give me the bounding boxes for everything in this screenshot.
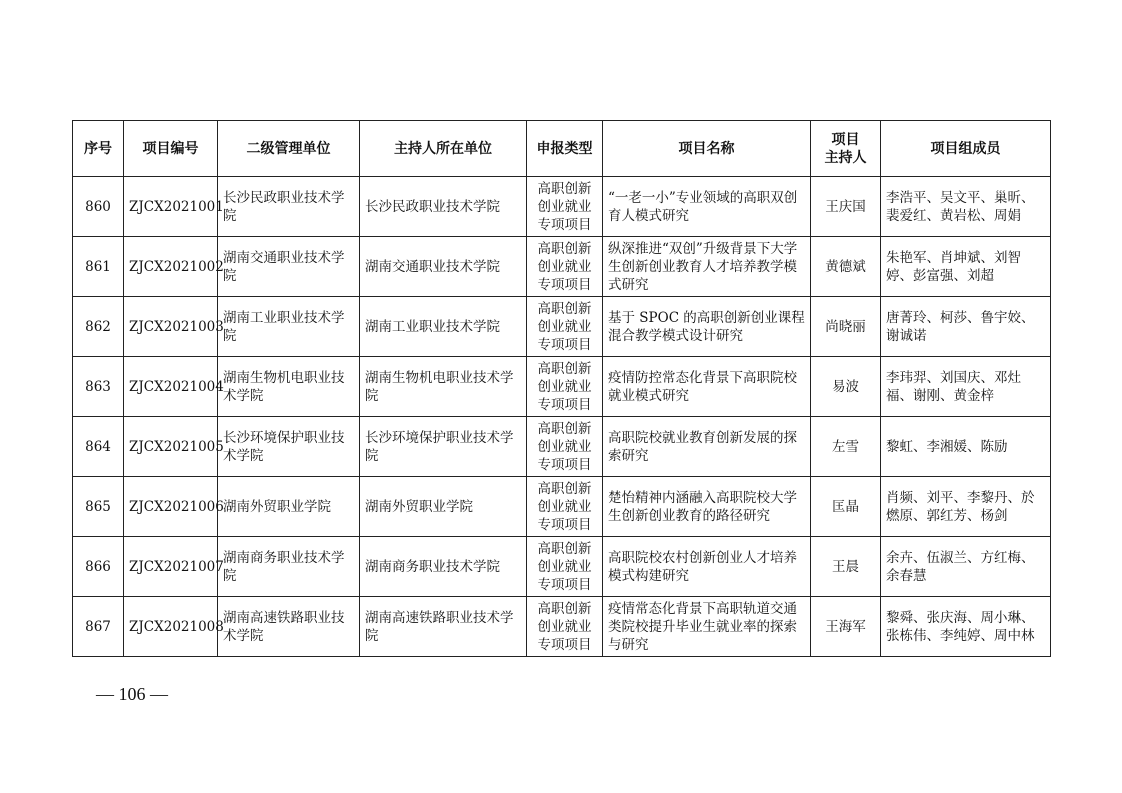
cell-team-members: 肖频、刘平、李黎丹、於燃原、郭红芳、杨剑 xyxy=(881,477,1051,537)
cell-management-unit: 湖南外贸职业学院 xyxy=(218,477,360,537)
cell-project-leader: 左雪 xyxy=(811,417,881,477)
cell-index: 860 xyxy=(73,177,124,237)
col-header-project-code: 项目编号 xyxy=(124,121,218,177)
project-table xyxy=(72,120,1051,657)
table-row xyxy=(73,297,1051,357)
cell-team-members: 余卉、伍淑兰、方红梅、余春慧 xyxy=(881,537,1051,597)
cell-host-unit: 湖南工业职业技术学院 xyxy=(360,297,527,357)
cell-application-type: 高职创新创业就业专项项目 xyxy=(527,597,603,657)
cell-project-name: 高职院校就业教育创新发展的探索研究 xyxy=(603,417,811,477)
cell-team-members: 黎虹、李湘媛、陈励 xyxy=(881,417,1051,477)
cell-project-name: 疫情防控常态化背景下高职院校就业模式研究 xyxy=(603,357,811,417)
cell-project-leader: 王庆国 xyxy=(811,177,881,237)
cell-team-members: 朱艳军、肖坤斌、刘智婷、彭富强、刘超 xyxy=(881,237,1051,297)
cell-project-leader: 黄德斌 xyxy=(811,237,881,297)
cell-application-type: 高职创新创业就业专项项目 xyxy=(527,417,603,477)
table-row xyxy=(73,597,1051,657)
cell-management-unit: 长沙民政职业技术学院 xyxy=(218,177,360,237)
cell-project-code: ZJCX2021007 xyxy=(124,537,218,597)
table-row xyxy=(73,357,1051,417)
col-header-project-name: 项目名称 xyxy=(603,121,811,177)
cell-application-type: 高职创新创业就业专项项目 xyxy=(527,297,603,357)
cell-project-name: 基于 SPOC 的高职创新创业课程混合教学模式设计研究 xyxy=(603,297,811,357)
cell-host-unit: 长沙环境保护职业技术学院 xyxy=(360,417,527,477)
cell-project-code: ZJCX2021008 xyxy=(124,597,218,657)
cell-project-code: ZJCX2021002 xyxy=(124,237,218,297)
cell-project-leader: 王海军 xyxy=(811,597,881,657)
cell-project-code: ZJCX2021001 xyxy=(124,177,218,237)
cell-team-members: 黎舜、张庆海、周小琳、张栋伟、李纯婷、周中林 xyxy=(881,597,1051,657)
cell-application-type: 高职创新创业就业专项项目 xyxy=(527,537,603,597)
cell-project-leader: 易波 xyxy=(811,357,881,417)
col-header-index: 序号 xyxy=(73,121,124,177)
cell-project-leader: 尚晓丽 xyxy=(811,297,881,357)
cell-host-unit: 湖南生物机电职业技术学院 xyxy=(360,357,527,417)
cell-management-unit: 湖南工业职业技术学院 xyxy=(218,297,360,357)
col-header-team-members: 项目组成员 xyxy=(881,121,1051,177)
cell-host-unit: 湖南高速铁路职业技术学院 xyxy=(360,597,527,657)
cell-project-leader: 匡晶 xyxy=(811,477,881,537)
cell-management-unit: 湖南高速铁路职业技术学院 xyxy=(218,597,360,657)
cell-application-type: 高职创新创业就业专项项目 xyxy=(527,477,603,537)
cell-host-unit: 长沙民政职业技术学院 xyxy=(360,177,527,237)
cell-host-unit: 湖南外贸职业学院 xyxy=(360,477,527,537)
cell-team-members: 李玮羿、刘国庆、邓灶福、谢刚、黄金梓 xyxy=(881,357,1051,417)
cell-project-leader: 王晨 xyxy=(811,537,881,597)
table-row xyxy=(73,237,1051,297)
cell-project-name: “一老一小”专业领域的高职双创育人模式研究 xyxy=(603,177,811,237)
cell-index: 862 xyxy=(73,297,124,357)
table-row xyxy=(73,417,1051,477)
cell-application-type: 高职创新创业就业专项项目 xyxy=(527,357,603,417)
cell-index: 864 xyxy=(73,417,124,477)
cell-project-code: ZJCX2021005 xyxy=(124,417,218,477)
col-header-application-type: 申报类型 xyxy=(527,121,603,177)
table-row xyxy=(73,177,1051,237)
cell-project-name: 高职院校农村创新创业人才培养模式构建研究 xyxy=(603,537,811,597)
cell-index: 861 xyxy=(73,237,124,297)
cell-host-unit: 湖南商务职业技术学院 xyxy=(360,537,527,597)
cell-project-code: ZJCX2021004 xyxy=(124,357,218,417)
cell-management-unit: 湖南生物机电职业技术学院 xyxy=(218,357,360,417)
cell-team-members: 李浩平、吴文平、巢昕、裴爱红、黄岩松、周娟 xyxy=(881,177,1051,237)
page-number: — 106 — xyxy=(96,684,168,704)
col-header-project-leader: 项目 主持人 xyxy=(811,121,881,177)
cell-project-code: ZJCX2021003 xyxy=(124,297,218,357)
table-row xyxy=(73,537,1051,597)
cell-application-type: 高职创新创业就业专项项目 xyxy=(527,237,603,297)
col-header-host-unit: 主持人所在单位 xyxy=(360,121,527,177)
table-body xyxy=(73,177,1051,657)
table-row xyxy=(73,477,1051,537)
cell-management-unit: 长沙环境保护职业技术学院 xyxy=(218,417,360,477)
cell-management-unit: 湖南交通职业技术学院 xyxy=(218,237,360,297)
cell-host-unit: 湖南交通职业技术学院 xyxy=(360,237,527,297)
cell-management-unit: 湖南商务职业技术学院 xyxy=(218,537,360,597)
cell-project-code: ZJCX2021006 xyxy=(124,477,218,537)
header-row xyxy=(73,121,1051,177)
cell-index: 866 xyxy=(73,537,124,597)
cell-project-name: 楚怡精神内涵融入高职院校大学生创新创业教育的路径研究 xyxy=(603,477,811,537)
cell-index: 863 xyxy=(73,357,124,417)
cell-project-name: 纵深推进“双创”升级背景下大学生创新创业教育人才培养教学模式研究 xyxy=(603,237,811,297)
cell-team-members: 唐菁玲、柯莎、鲁宇姣、谢诚诺 xyxy=(881,297,1051,357)
cell-index: 865 xyxy=(73,477,124,537)
cell-project-name: 疫情常态化背景下高职轨道交通类院校提升毕业生就业率的探索与研究 xyxy=(603,597,811,657)
col-header-management-unit: 二级管理单位 xyxy=(218,121,360,177)
cell-index: 867 xyxy=(73,597,124,657)
cell-application-type: 高职创新创业就业专项项目 xyxy=(527,177,603,237)
